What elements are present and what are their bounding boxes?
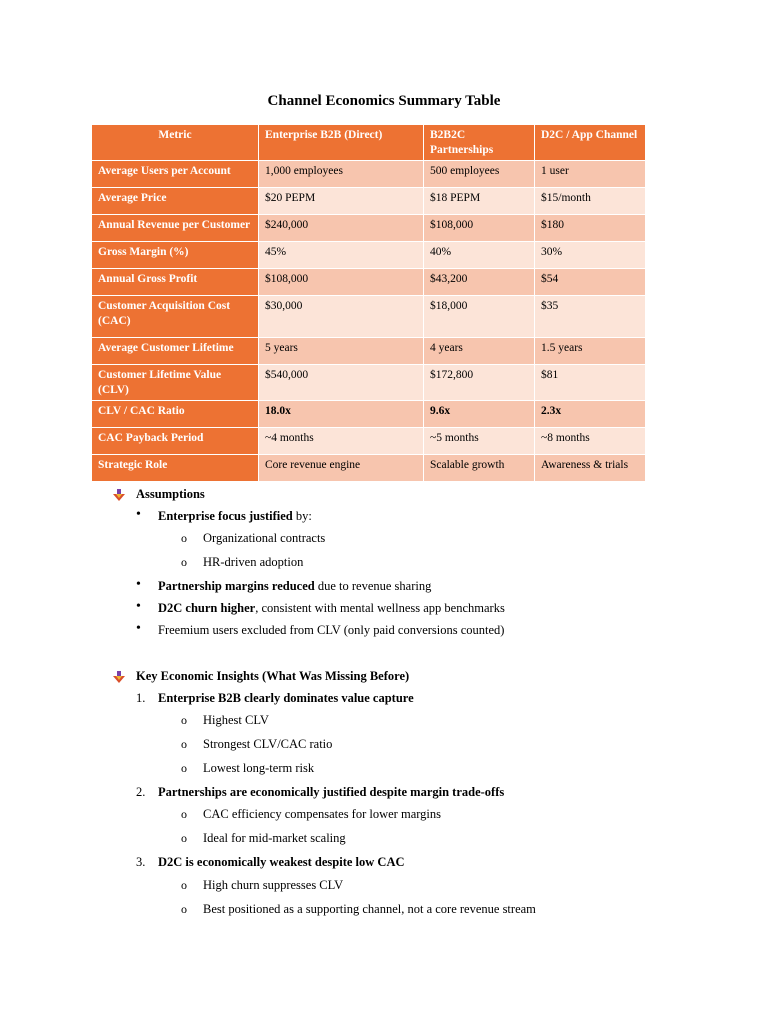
column-header-partnerships: B2B2C Partnerships bbox=[424, 125, 535, 161]
arrow-down-icon bbox=[113, 489, 125, 501]
d2c-cell: $81 bbox=[535, 365, 646, 401]
partnerships-cell: $108,000 bbox=[424, 215, 535, 242]
table-row bbox=[92, 365, 646, 401]
enterprise-cell: $20 PEPM bbox=[259, 188, 424, 215]
d2c-cell: $35 bbox=[535, 296, 646, 338]
assumption-item bbox=[158, 601, 505, 616]
sub-bullet-icon: o bbox=[181, 878, 187, 892]
metric-cell: Annual Gross Profit bbox=[92, 269, 259, 296]
bullet-icon: • bbox=[136, 577, 141, 592]
sub-bullet-icon: o bbox=[181, 807, 187, 821]
channel-economics-table bbox=[91, 124, 646, 482]
metric-cell: CAC Payback Period bbox=[92, 428, 259, 455]
partnerships-cell: 4 years bbox=[424, 338, 535, 365]
sub-bullet-icon: o bbox=[181, 713, 187, 727]
column-header-enterprise: Enterprise B2B (Direct) bbox=[259, 125, 424, 161]
insight-subitem: Lowest long-term risk bbox=[203, 761, 315, 775]
list-number: 2. bbox=[136, 785, 146, 799]
bullet-icon: • bbox=[136, 507, 141, 522]
metric-cell: Annual Revenue per Customer bbox=[92, 215, 259, 242]
partnerships-cell: $18,000 bbox=[424, 296, 535, 338]
partnerships-cell: 500 employees bbox=[424, 161, 535, 188]
insight-item: Partnerships are economically justified despite margin trade-offs bbox=[158, 785, 505, 799]
enterprise-cell: 45% bbox=[259, 242, 424, 269]
column-header-metric: Metric bbox=[92, 125, 259, 161]
assumption-item bbox=[158, 509, 312, 524]
d2c-cell: Awareness & trials bbox=[535, 455, 646, 482]
partnerships-cell: $172,800 bbox=[424, 365, 535, 401]
partnerships-cell: $18 PEPM bbox=[424, 188, 535, 215]
sub-bullet-icon: o bbox=[181, 831, 187, 845]
assumption-bold: Enterprise focus justified bbox=[158, 509, 293, 523]
table-row bbox=[92, 455, 646, 482]
d2c-cell: 2.3x bbox=[535, 401, 646, 428]
assumption-subitem: Organizational contracts bbox=[203, 531, 326, 545]
insight-subitem: Best positioned as a supporting channel, not a core revenue stream bbox=[203, 902, 536, 916]
sub-bullet-icon: o bbox=[181, 555, 187, 569]
metric-cell: Average Customer Lifetime bbox=[92, 338, 259, 365]
insight-subitem: Strongest CLV/CAC ratio bbox=[203, 737, 333, 751]
metric-cell: Customer Lifetime Value (CLV) bbox=[92, 365, 259, 401]
metric-cell: Gross Margin (%) bbox=[92, 242, 259, 269]
enterprise-cell: $30,000 bbox=[259, 296, 424, 338]
sub-bullet-icon: o bbox=[181, 761, 187, 775]
enterprise-cell: 1,000 employees bbox=[259, 161, 424, 188]
sub-bullet-icon: o bbox=[181, 531, 187, 545]
d2c-cell: $54 bbox=[535, 269, 646, 296]
metric-cell: Average Users per Account bbox=[92, 161, 259, 188]
metric-cell: CLV / CAC Ratio bbox=[92, 401, 259, 428]
enterprise-cell: $540,000 bbox=[259, 365, 424, 401]
column-header-d2c: D2C / App Channel bbox=[535, 125, 646, 161]
table-header-row bbox=[92, 125, 646, 161]
list-number: 3. bbox=[136, 855, 146, 869]
list-number: 1. bbox=[136, 691, 146, 705]
metric-cell: Average Price bbox=[92, 188, 259, 215]
table-row bbox=[92, 215, 646, 242]
enterprise-cell: 18.0x bbox=[259, 401, 424, 428]
insight-item: D2C is economically weakest despite low CAC bbox=[158, 855, 405, 869]
assumption-text: by: bbox=[292, 509, 312, 523]
enterprise-cell: $240,000 bbox=[259, 215, 424, 242]
arrow-down-icon bbox=[113, 671, 125, 683]
bullet-icon: • bbox=[136, 599, 141, 614]
sub-bullet-icon: o bbox=[181, 902, 187, 916]
insight-subitem: Ideal for mid-market scaling bbox=[203, 831, 346, 845]
d2c-cell: $15/month bbox=[535, 188, 646, 215]
assumption-item bbox=[158, 579, 431, 594]
insight-subitem: Highest CLV bbox=[203, 713, 269, 727]
assumption-text: , consistent with mental wellness app benchmarks bbox=[255, 601, 505, 615]
insight-subitem: CAC efficiency compensates for lower margins bbox=[203, 807, 442, 821]
table-row bbox=[92, 269, 646, 296]
insights-heading: Key Economic Insights (What Was Missing Before) bbox=[136, 669, 410, 683]
partnerships-cell: ~5 months bbox=[424, 428, 535, 455]
d2c-cell: 1 user bbox=[535, 161, 646, 188]
table-row bbox=[92, 161, 646, 188]
metric-cell: Strategic Role bbox=[92, 455, 259, 482]
insight-subitem: High churn suppresses CLV bbox=[203, 878, 344, 892]
d2c-cell: 1.5 years bbox=[535, 338, 646, 365]
assumptions-heading: Assumptions bbox=[136, 487, 205, 501]
d2c-cell: 30% bbox=[535, 242, 646, 269]
assumption-item: Freemium users excluded from CLV (only paid conversions counted) bbox=[158, 623, 505, 637]
insight-item: Enterprise B2B clearly dominates value capture bbox=[158, 691, 414, 705]
enterprise-cell: Core revenue engine bbox=[259, 455, 424, 482]
bullet-icon: • bbox=[136, 621, 141, 636]
table-row bbox=[92, 338, 646, 365]
assumption-subitem: HR-driven adoption bbox=[203, 555, 304, 569]
partnerships-cell: 9.6x bbox=[424, 401, 535, 428]
sub-bullet-icon: o bbox=[181, 737, 187, 751]
enterprise-cell: $108,000 bbox=[259, 269, 424, 296]
table-row bbox=[92, 242, 646, 269]
enterprise-cell: 5 years bbox=[259, 338, 424, 365]
partnerships-cell: Scalable growth bbox=[424, 455, 535, 482]
assumption-bold: D2C churn higher bbox=[158, 601, 256, 615]
table-row bbox=[92, 428, 646, 455]
table-row bbox=[92, 401, 646, 428]
assumption-bold: Partnership margins reduced bbox=[158, 579, 315, 593]
d2c-cell: $180 bbox=[535, 215, 646, 242]
d2c-cell: ~8 months bbox=[535, 428, 646, 455]
table-row bbox=[92, 188, 646, 215]
metric-cell: Customer Acquisition Cost (CAC) bbox=[92, 296, 259, 338]
partnerships-cell: 40% bbox=[424, 242, 535, 269]
assumption-text: due to revenue sharing bbox=[314, 579, 432, 593]
enterprise-cell: ~4 months bbox=[259, 428, 424, 455]
page-title: Channel Economics Summary Table bbox=[267, 93, 501, 109]
table-row bbox=[92, 296, 646, 338]
partnerships-cell: $43,200 bbox=[424, 269, 535, 296]
